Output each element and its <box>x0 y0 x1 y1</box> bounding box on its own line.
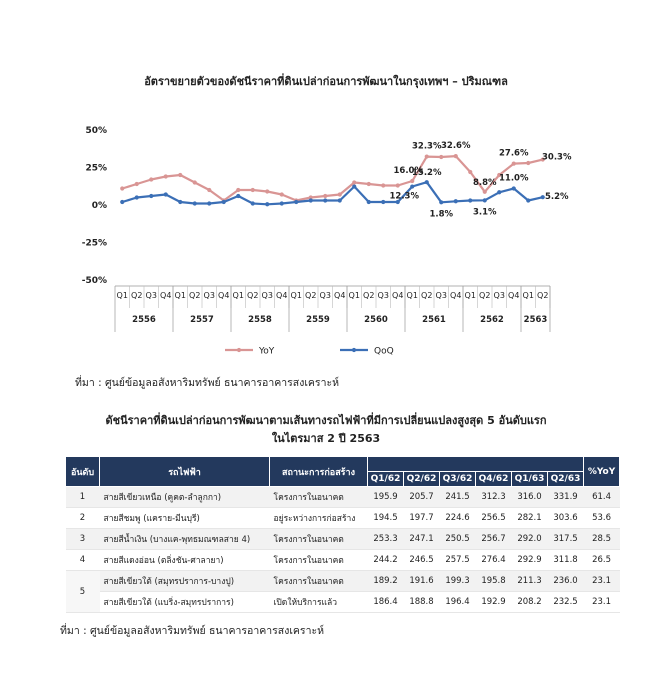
value-cell: 250.5 <box>440 529 476 550</box>
value-cell: 331.9 <box>548 487 584 508</box>
value-cell: 316.0 <box>512 487 548 508</box>
x-tick-label: Q4 <box>334 291 346 300</box>
data-point-qoq <box>526 198 530 202</box>
data-point-qoq <box>497 190 501 194</box>
data-point-qoq <box>236 194 240 198</box>
x-tick-label: Q3 <box>493 291 505 300</box>
data-label: 30.3% <box>542 152 572 163</box>
y-tick-label: 25% <box>85 163 107 174</box>
rank-cell: 4 <box>66 550 100 571</box>
data-point-yoy <box>323 194 327 198</box>
chart-title: อัตราขยายตัวของดัชนีราคาที่ดินเปล่าก่อนการพัฒนาในกรุงเทพฯ – ปริมณฑล <box>144 75 508 88</box>
yoy-cell: 23.1 <box>584 571 620 592</box>
data-point-yoy <box>439 155 443 159</box>
value-cell: 241.5 <box>440 487 476 508</box>
x-tick-label: Q1 <box>348 291 360 300</box>
value-cell: 312.3 <box>476 487 512 508</box>
data-point-yoy <box>207 188 211 192</box>
legend-marker <box>352 348 356 352</box>
data-point-qoq <box>149 194 153 198</box>
table-source-note: ที่มา : ศูนย์ข้อมูลอสังหาริมทรัพย์ ธนาคารอาคารสงเคราะห์ <box>60 625 325 637</box>
value-cell: 189.2 <box>368 571 404 592</box>
value-cell: 256.7 <box>476 529 512 550</box>
yoy-cell: 26.5 <box>584 550 620 571</box>
status-cell: โครงการในอนาคต <box>270 529 368 550</box>
header-quarter: Q3/62 <box>440 472 476 487</box>
table-title-line-1: ดัชนีราคาที่ดินเปล่าก่อนการพัฒนาตามเส้นทางรถไฟฟ้าที่มีการเปลี่ยนแปลงสูงสุด 5 อันดับแรก <box>105 414 547 427</box>
x-tick-label: Q2 <box>479 291 491 300</box>
year-label: 2556 <box>132 315 156 325</box>
legend-marker <box>237 348 241 352</box>
line-cell: สายสีเขียวใต้ (สมุทรปราการ-บางปู) <box>100 571 270 592</box>
data-label: 1.8% <box>429 209 454 220</box>
chart-legend <box>225 347 394 357</box>
data-point-qoq <box>512 186 516 190</box>
data-point-qoq <box>222 200 226 204</box>
growth-line-chart <box>60 110 590 365</box>
data-point-qoq <box>338 198 342 202</box>
price-index-table <box>65 456 620 613</box>
data-point-qoq <box>381 200 385 204</box>
x-tick-label: Q2 <box>247 291 259 300</box>
status-cell: อยู่ระหว่างการก่อสร้าง <box>270 508 368 529</box>
header-quarter: Q2/63 <box>548 472 584 487</box>
yoy-cell: 23.1 <box>584 592 620 613</box>
value-cell: 194.5 <box>368 508 404 529</box>
year-label: 2561 <box>422 315 446 325</box>
header-line: รถไฟฟ้า <box>100 457 270 487</box>
data-point-yoy <box>468 170 472 174</box>
value-cell: 317.5 <box>548 529 584 550</box>
year-label: 2559 <box>306 315 330 325</box>
data-point-qoq <box>135 195 139 199</box>
value-cell: 232.5 <box>548 592 584 613</box>
chart-axes <box>82 126 550 332</box>
status-cell: โครงการในอนาคต <box>270 487 368 508</box>
value-cell: 205.7 <box>404 487 440 508</box>
data-point-qoq <box>294 200 298 204</box>
data-point-qoq <box>207 201 211 205</box>
value-cell: 199.3 <box>440 571 476 592</box>
data-point-qoq <box>280 201 284 205</box>
value-cell: 197.7 <box>404 508 440 529</box>
data-point-qoq <box>120 200 124 204</box>
value-cell: 276.4 <box>476 550 512 571</box>
data-point-yoy <box>164 174 168 178</box>
data-point-yoy <box>512 162 516 166</box>
table-row <box>66 529 620 550</box>
rank-cell: 2 <box>66 508 100 529</box>
data-point-yoy <box>149 177 153 181</box>
data-point-yoy <box>265 189 269 193</box>
legend-label: YoY <box>259 346 275 357</box>
header-quarter: Q2/62 <box>404 472 440 487</box>
value-cell: 196.4 <box>440 592 476 613</box>
value-cell: 253.3 <box>368 529 404 550</box>
data-point-yoy <box>280 192 284 196</box>
x-tick-label: Q3 <box>435 291 447 300</box>
data-point-qoq <box>454 199 458 203</box>
header-status: สถานะการก่อสร้าง <box>270 457 368 487</box>
data-label: 11.0% <box>499 173 529 184</box>
data-point-qoq <box>193 201 197 205</box>
data-point-qoq <box>468 198 472 202</box>
data-label: 5.2% <box>544 192 569 203</box>
header-yoy: %YoY <box>584 457 620 487</box>
data-point-yoy <box>120 186 124 190</box>
table-row <box>66 571 620 592</box>
x-tick-label: Q3 <box>145 291 157 300</box>
status-cell: โครงการในอนาคต <box>270 550 368 571</box>
x-tick-label: Q3 <box>261 291 273 300</box>
line-cell: สายสีเขียวเหนือ (คูคต-ลำลูกกา) <box>100 487 270 508</box>
header-quarter-group <box>368 457 584 472</box>
yoy-cell: 61.4 <box>584 487 620 508</box>
status-cell: เปิดให้บริการแล้ว <box>270 592 368 613</box>
value-cell: 192.9 <box>476 592 512 613</box>
data-point-yoy <box>526 161 530 165</box>
x-tick-label: Q4 <box>160 291 172 300</box>
value-cell: 282.1 <box>512 508 548 529</box>
data-label: 12.3% <box>389 191 419 202</box>
data-point-qoq <box>352 184 356 188</box>
x-tick-label: Q4 <box>508 291 520 300</box>
data-point-yoy <box>338 192 342 196</box>
year-label: 2562 <box>480 315 504 325</box>
y-tick-label: 50% <box>85 126 107 136</box>
value-cell: 191.6 <box>404 571 440 592</box>
x-tick-label: Q4 <box>450 291 462 300</box>
header-quarter: Q1/62 <box>368 472 404 487</box>
y-tick-label: -25% <box>81 238 107 249</box>
data-point-qoq <box>410 184 414 188</box>
value-cell: 246.5 <box>404 550 440 571</box>
line-cell: สายสีเขียวใต้ (แบริ่ง-สมุทรปราการ) <box>100 592 270 613</box>
data-point-yoy <box>396 183 400 187</box>
value-cell: 247.1 <box>404 529 440 550</box>
header-quarter: Q1/63 <box>512 472 548 487</box>
data-point-yoy <box>236 188 240 192</box>
value-cell: 311.8 <box>548 550 584 571</box>
y-tick-label: 0% <box>91 201 107 211</box>
x-tick-label: Q4 <box>218 291 230 300</box>
table-row <box>66 508 620 529</box>
x-tick-label: Q2 <box>363 291 375 300</box>
data-point-qoq <box>425 180 429 184</box>
chart-data-labels <box>390 141 572 219</box>
data-point-yoy <box>454 154 458 158</box>
x-tick-label: Q2 <box>421 291 433 300</box>
year-label: 2557 <box>190 315 214 325</box>
data-label: 3.1% <box>472 207 497 218</box>
data-point-qoq <box>367 200 371 204</box>
value-cell: 292.0 <box>512 529 548 550</box>
rank-cell: 3 <box>66 529 100 550</box>
legend-label: QoQ <box>374 346 394 357</box>
value-cell: 188.8 <box>404 592 440 613</box>
value-cell: 244.2 <box>368 550 404 571</box>
data-label: 32.6% <box>441 141 471 152</box>
x-tick-label: Q3 <box>203 291 215 300</box>
value-cell: 211.3 <box>512 571 548 592</box>
data-point-qoq <box>323 198 327 202</box>
data-point-qoq <box>265 202 269 206</box>
data-point-qoq <box>309 198 313 202</box>
value-cell: 303.6 <box>548 508 584 529</box>
table-row <box>66 592 620 613</box>
value-cell: 236.0 <box>548 571 584 592</box>
chart-source-note: ที่มา : ศูนย์ข้อมูลอสังหาริมทรัพย์ ธนาคารอาคารสงเคราะห์ <box>75 377 340 389</box>
x-tick-label: Q2 <box>537 291 549 300</box>
data-point-yoy <box>367 182 371 186</box>
value-cell: 224.6 <box>440 508 476 529</box>
header-quarter: Q4/62 <box>476 472 512 487</box>
x-tick-label: Q2 <box>189 291 201 300</box>
x-tick-label: Q1 <box>290 291 302 300</box>
data-point-yoy <box>352 180 356 184</box>
x-tick-label: Q1 <box>174 291 186 300</box>
rank-cell: 5 <box>66 571 100 613</box>
year-label: 2558 <box>248 315 272 325</box>
x-tick-label: Q3 <box>377 291 389 300</box>
data-label: 15.2% <box>412 168 442 179</box>
data-point-yoy <box>483 190 487 194</box>
x-tick-label: Q3 <box>319 291 331 300</box>
data-point-qoq <box>178 200 182 204</box>
value-cell: 208.2 <box>512 592 548 613</box>
line-cell: สายสีน้ำเงิน (บางแค-พุทธมณฑลสาย 4) <box>100 529 270 550</box>
value-cell: 292.9 <box>512 550 548 571</box>
data-label: 32.3% <box>412 141 442 152</box>
yoy-cell: 28.5 <box>584 529 620 550</box>
value-cell: 195.9 <box>368 487 404 508</box>
data-point-qoq <box>483 198 487 202</box>
x-tick-label: Q1 <box>406 291 418 300</box>
data-point-yoy <box>425 154 429 158</box>
x-tick-label: Q2 <box>305 291 317 300</box>
data-label: 27.6% <box>499 148 529 159</box>
yoy-cell: 53.6 <box>584 508 620 529</box>
data-point-yoy <box>410 179 414 183</box>
year-label: 2563 <box>523 315 548 325</box>
header-rank: อันดับ <box>66 457 100 487</box>
line-cell: สายสีชมพู (แคราย-มีนบุรี) <box>100 508 270 529</box>
x-tick-label: Q1 <box>522 291 534 300</box>
table-row <box>66 550 620 571</box>
data-point-yoy <box>135 182 139 186</box>
value-cell: 186.4 <box>368 592 404 613</box>
data-point-qoq <box>164 192 168 196</box>
y-tick-label: -50% <box>81 276 107 286</box>
data-point-yoy <box>193 180 197 184</box>
table-title-line-2: ในไตรมาส 2 ปี 2563 <box>271 432 381 445</box>
data-point-yoy <box>381 183 385 187</box>
data-label: 8.8% <box>472 177 497 188</box>
x-tick-label: Q4 <box>392 291 404 300</box>
x-tick-label: Q1 <box>116 291 128 300</box>
table-row <box>66 487 620 508</box>
data-label: 16.0% <box>393 166 423 176</box>
data-point-qoq <box>251 201 255 205</box>
year-label: 2560 <box>364 315 388 325</box>
x-tick-label: Q1 <box>232 291 244 300</box>
x-tick-label: Q2 <box>131 291 143 300</box>
line-cell: สายสีแดงอ่อน (ตลิ่งชัน-ศาลายา) <box>100 550 270 571</box>
data-point-qoq <box>439 200 443 204</box>
rank-cell: 1 <box>66 487 100 508</box>
value-cell: 257.5 <box>440 550 476 571</box>
data-point-yoy <box>251 188 255 192</box>
status-cell: โครงการในอนาคต <box>270 571 368 592</box>
value-cell: 256.5 <box>476 508 512 529</box>
x-tick-label: Q4 <box>276 291 288 300</box>
data-point-yoy <box>178 173 182 177</box>
value-cell: 195.8 <box>476 571 512 592</box>
x-tick-label: Q1 <box>464 291 476 300</box>
